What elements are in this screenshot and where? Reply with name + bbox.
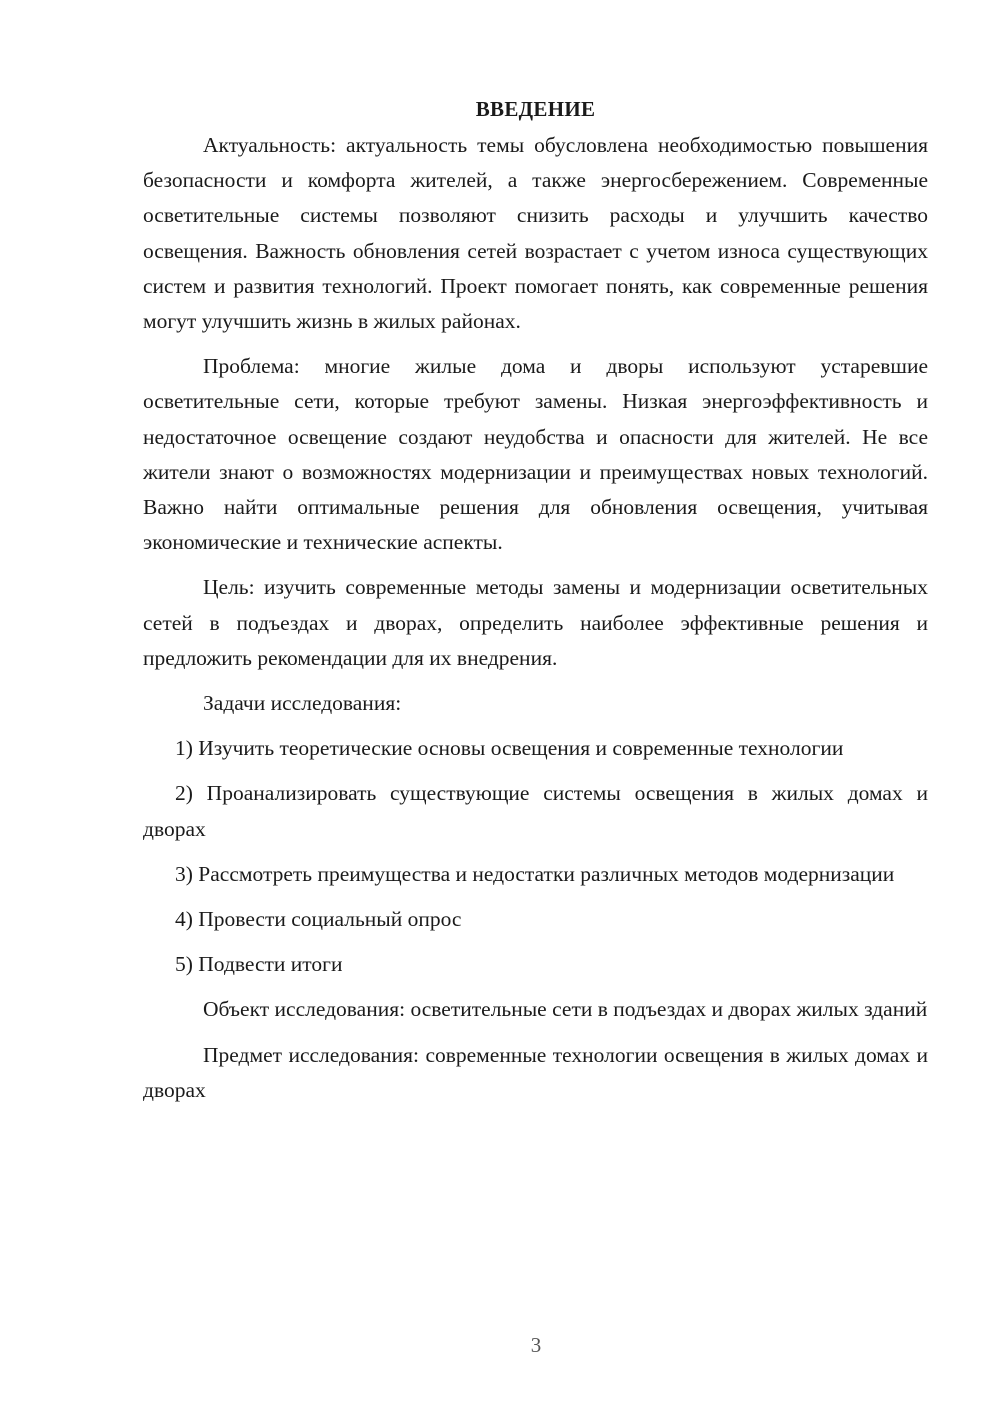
page-number: 3 bbox=[530, 1333, 542, 1357]
page-title: ВВЕДЕНИЕ bbox=[475, 97, 596, 121]
list-item: 4) Провести социальный опрос bbox=[175, 907, 462, 932]
list-item: 5) Подвести итоги bbox=[175, 952, 343, 977]
paragraph-goal: Цель: изучить современные методы замены и модернизации осветительных сетей в подъездах и дворах, определить наиболее эффективные решения и предложить рекомендации для их внедрения. bbox=[143, 575, 928, 670]
tasks-list bbox=[143, 731, 928, 982]
paragraph-object: Объект исследования: осветительные сети в подъездах и дворах жилых зданий bbox=[203, 997, 928, 1022]
paragraph-relevance: Актуальность: актуальность темы обусловлена необходимостью повышения безопасности и комфорта жителей, а также энергосбережением. Современные осветительные системы позволяют снизить расходы и улучшить качество освещения. Важность обновления сетей возрастает с учетом износа существующих систем и развития технологий. Проект помогает понять, как современные решения могут улучшить жизнь в жилых районах. bbox=[143, 133, 928, 334]
list-item: 2) Проанализировать существующие системы освещения в жилых домах и дворах bbox=[143, 781, 928, 841]
list-item: 3) Рассмотреть преимущества и недостатки различных методов модернизации bbox=[175, 861, 895, 886]
document-page bbox=[143, 92, 928, 1118]
list-item: 1) Изучить теоретические основы освещения и современные технологии bbox=[175, 736, 844, 761]
paragraph-problem: Проблема: многие жилые дома и дворы используют устаревшие осветительные сети, которые требуют замены. Низкая энергоэффективность и недостаточное освещение создают неудобства и опасности для жителей. Не все жители знают о возможностях модернизации и преимуществах новых технологий. Важно найти оптимальные решения для обновления освещения, учитывая экономические и технические аспекты. bbox=[143, 354, 928, 555]
tasks-heading: Задачи исследования: bbox=[203, 691, 402, 716]
paragraph-subject: Предмет исследования: современные технологии освещения в жилых домах и дворах bbox=[143, 1042, 928, 1102]
